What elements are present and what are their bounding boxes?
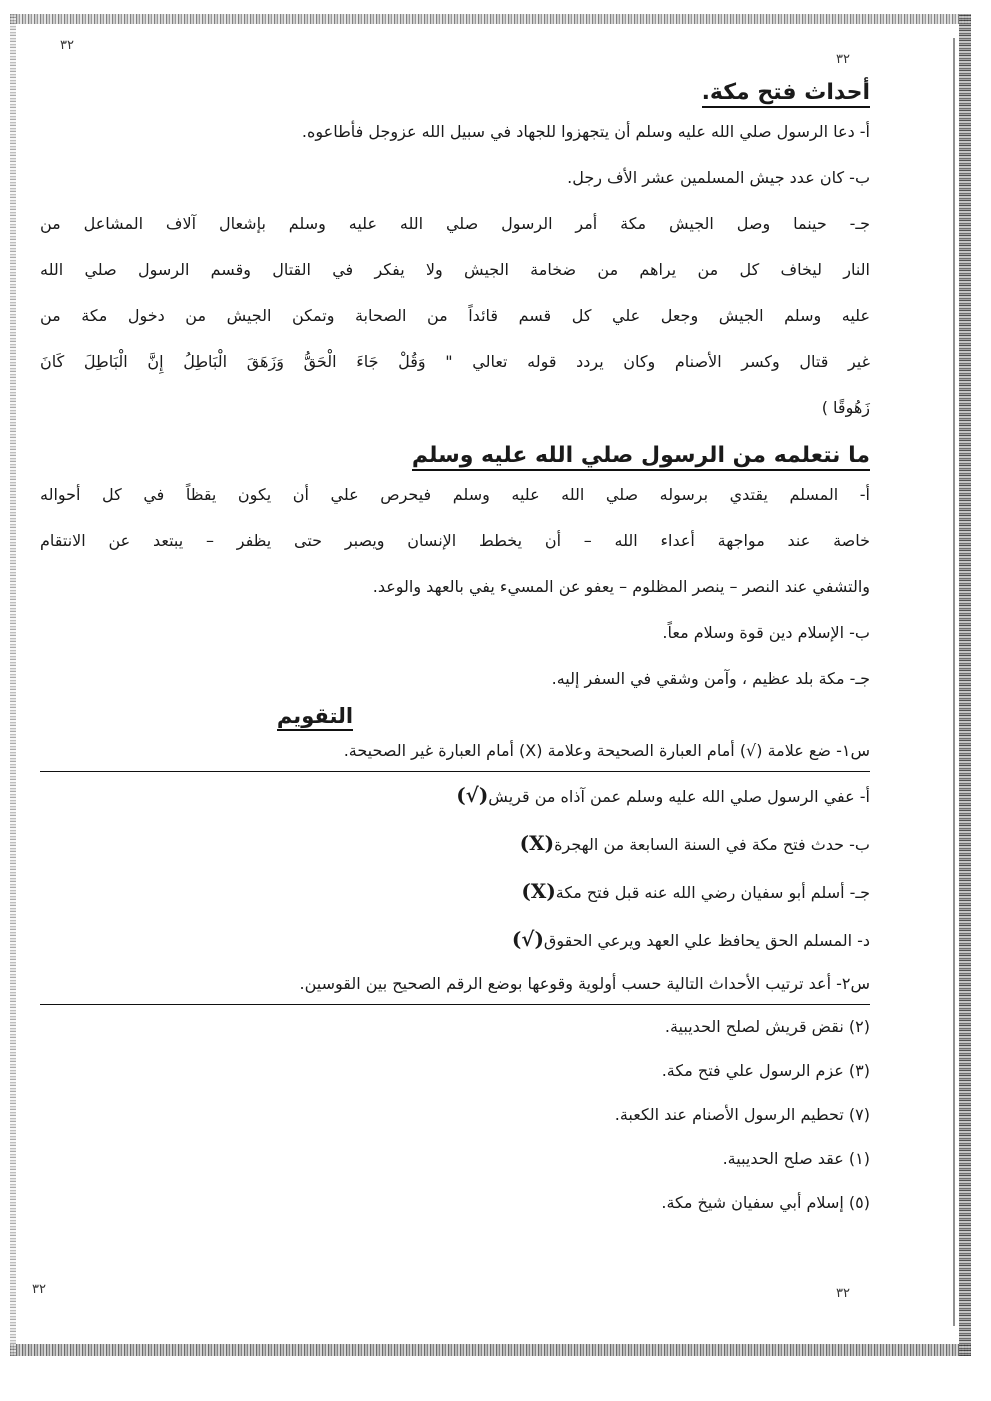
frame-edge-left <box>10 14 16 1356</box>
answer-mark: (√) <box>456 782 489 807</box>
ordering-item: (١) عقد صلح الحديبية. <box>722 1148 870 1168</box>
answer-mark: (X) <box>521 878 556 903</box>
frame-edge-top <box>10 14 971 24</box>
ordering-item: (٢) نقض قريش لصلح الحديبية. <box>664 1016 870 1036</box>
page-content <box>40 78 870 1225</box>
paragraph-line: والتشفي عند النصر – ينصر المظلوم – يعفو عن المسيء يفي بالعهد والوعد. <box>372 576 870 596</box>
true-false-item: أ- عفي الرسول صلي الله عليه وسلم عمن آذاه من قريش(√) <box>456 782 870 807</box>
page-number-bottom-left: ٣٢ <box>32 1282 46 1297</box>
question-1-prompt: س١- ضع علامة (√) أمام العبارة الصحيحة وعلامة (X) أمام العبارة غير الصحيحة. <box>40 731 870 772</box>
paragraph-line: جـ- حينما وصل الجيش مكة أمر الرسول صلي الله عليه وسلم بإشعال آلاف المشاعل من <box>40 213 870 233</box>
page-number-top-left: ٣٢ <box>60 38 74 53</box>
section-title-lessons: ما نتعلمه من الرسول صلي الله عليه وسلم <box>40 441 870 472</box>
ordering-item: (٣) عزم الرسول علي فتح مكة. <box>661 1060 870 1080</box>
section-title-evaluation: التقويم <box>40 702 870 731</box>
paragraph-line: جـ- مكة بلد عظيم ، وآمن وشقي في السفر إليه. <box>551 668 870 688</box>
answer-mark: (X) <box>519 830 555 855</box>
ordering-item: (٥) إسلام أبي سفيان شيخ مكة. <box>661 1192 870 1212</box>
frame-edge-right <box>959 14 971 1356</box>
paragraph-line: زَهُوقًا ) <box>821 397 870 417</box>
paragraph-line: النار ليخاف كل من يراهم من ضخامة الجيش ولا يفكر في القتال وقسم الرسول صلي الله <box>40 259 870 279</box>
page-number-bottom-right: ٣٢ <box>836 1286 850 1301</box>
ordering-item: (٧) تحطيم الرسول الأصنام عند الكعبة. <box>614 1104 870 1124</box>
answer-mark: (√) <box>511 926 544 951</box>
paragraph-line: أ- دعا الرسول صلي الله عليه وسلم أن يتجهزوا للجهاد في سبيل الله عزوجل فأطاعوه. <box>301 121 870 141</box>
question-2-prompt: س٢- أعد ترتيب الأحداث التالية حسب أولوية وقوعها بوضع الرقم الصحيح بين القوسين. <box>40 964 870 1005</box>
true-false-item: جـ- أسلم أبو سفيان رضي الله عنه قبل فتح مكة(X) <box>521 878 870 903</box>
paragraph-line: خاصة عند مواجهة أعداء الله – أن يخطط الإنسان ويصبر حتى يظفر – يبتعد عن الانتقام <box>40 530 870 550</box>
paragraph-line: ب- كان عدد جيش المسلمين عشر الأف رجل. <box>567 167 870 187</box>
section-title-conquest-events: أحداث فتح مكة. <box>40 78 870 109</box>
paragraph-line: غير قتال وكسر الأصنام وكان يردد قوله تعالي " وَقُلْ جَاءَ الْحَقُّ وَزَهَقَ الْبَاطِلُ إِنَّ الْبَاطِلَ كَانَ <box>40 351 870 371</box>
frame-inner-line <box>953 38 955 1326</box>
page-number-top-right: ٣٢ <box>836 52 850 67</box>
frame-edge-bottom <box>10 1344 971 1356</box>
paragraph-line: ب- الإسلام دين قوة وسلام معاً. <box>662 622 870 642</box>
paragraph-line: عليه وسلم الجيش وجعل علي كل قسم قائداً من الصحابة وتمكن الجيش من دخول مكة من <box>40 305 870 325</box>
true-false-item: ب- حدث فتح مكة في السنة السابعة من الهجرة(X) <box>519 830 870 855</box>
true-false-item: د- المسلم الحق يحافظ علي العهد ويرعي الحقوق(√) <box>511 926 870 951</box>
paragraph-line: أ- المسلم يقتدي برسوله صلي الله عليه وسلم فيحرص علي أن يكون يقظاً في كل أحواله <box>40 484 870 504</box>
